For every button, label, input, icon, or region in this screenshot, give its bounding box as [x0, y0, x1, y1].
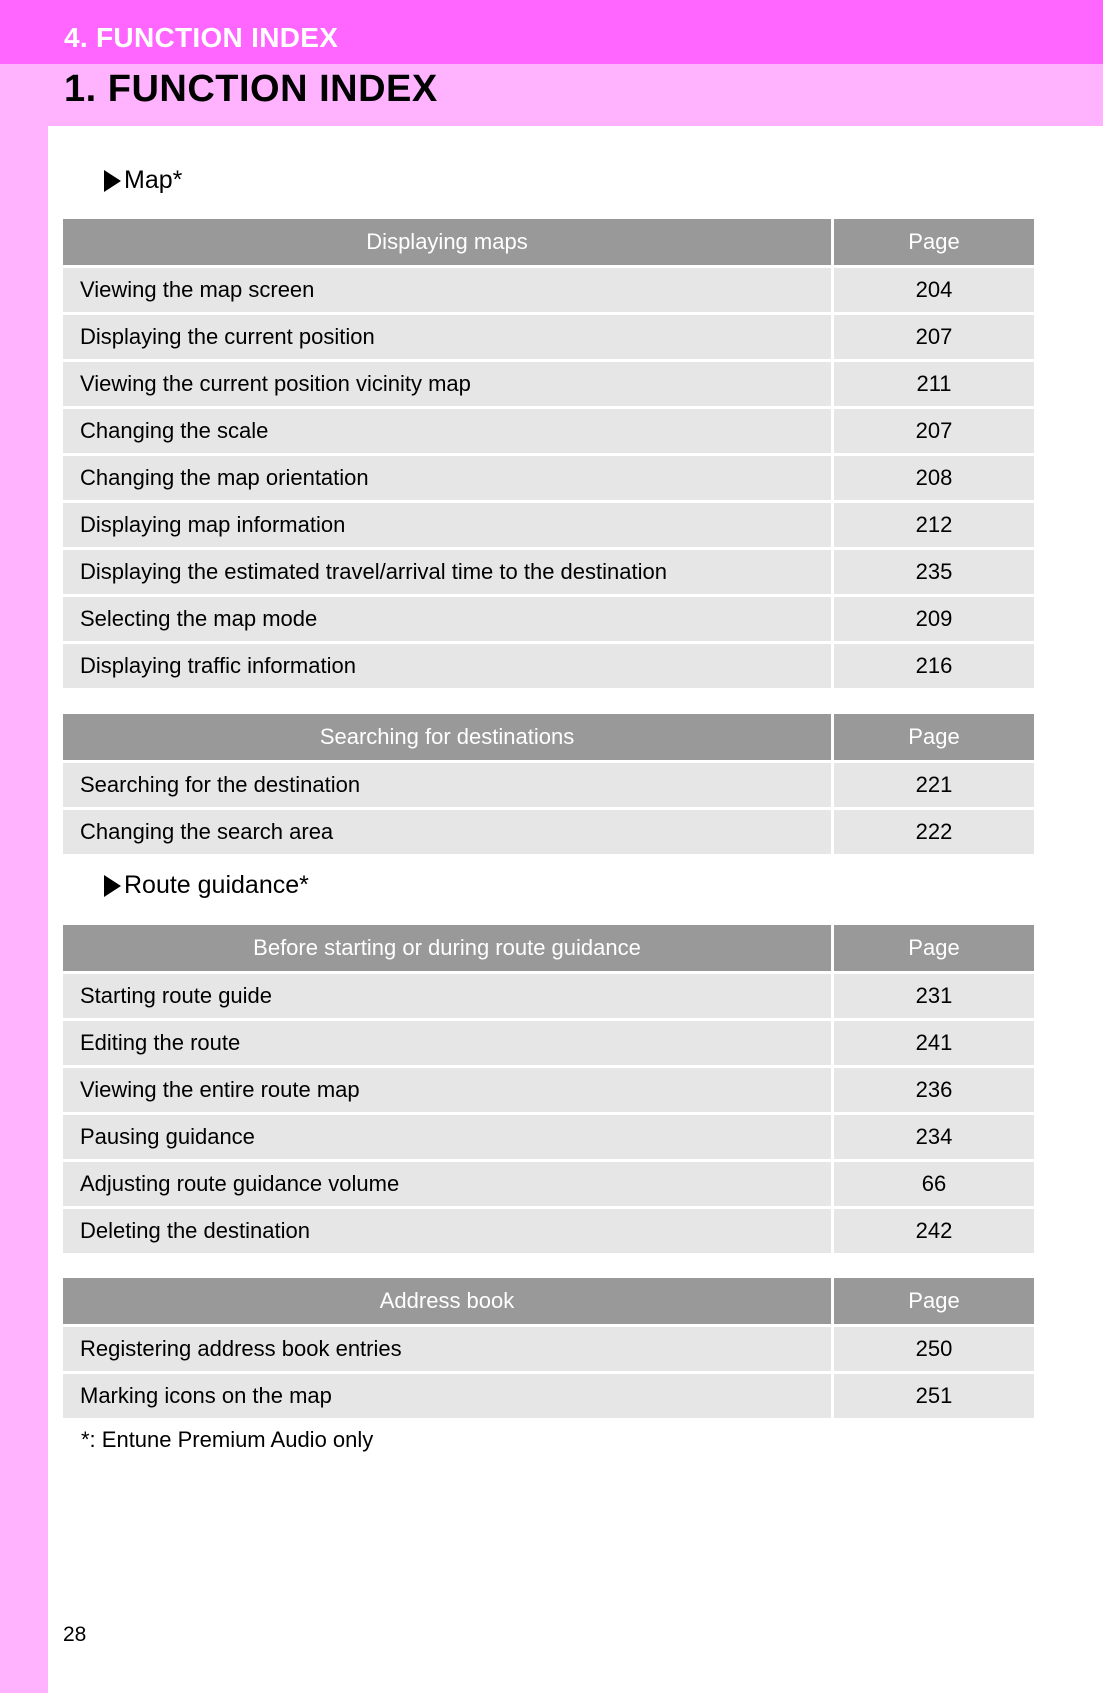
item-label: Viewing the current position vicinity map: [63, 362, 834, 406]
item-label: Changing the scale: [63, 409, 834, 453]
table-row: [63, 1209, 1034, 1253]
item-label: Displaying the estimated travel/arrival time to the destination: [63, 550, 834, 594]
table-header-row: [63, 219, 1034, 265]
table-row: [63, 315, 1034, 359]
table-row: [63, 763, 1034, 807]
page-ref: 234: [834, 1115, 1034, 1159]
page-ref: 211: [834, 362, 1034, 406]
item-label: Viewing the entire route map: [63, 1068, 834, 1112]
page-ref: 207: [834, 409, 1034, 453]
item-label: Changing the search area: [63, 810, 834, 854]
table-row: [63, 268, 1034, 312]
item-label: Registering address book entries: [63, 1327, 834, 1371]
left-margin-band: [0, 0, 48, 1693]
page-ref: 204: [834, 268, 1034, 312]
item-label: Viewing the map screen: [63, 268, 834, 312]
page-heading: Page: [834, 925, 1034, 971]
page-title: 1. FUNCTION INDEX: [64, 68, 438, 110]
table-row: [63, 550, 1034, 594]
table-row: [63, 1115, 1034, 1159]
item-label: Pausing guidance: [63, 1115, 834, 1159]
table-heading: Searching for destinations: [63, 714, 834, 760]
page-heading: Page: [834, 219, 1034, 265]
page-ref: 207: [834, 315, 1034, 359]
section-label: 4. FUNCTION INDEX: [64, 22, 339, 53]
page-ref: 212: [834, 503, 1034, 547]
table-header-row: [63, 1278, 1034, 1324]
item-label: Marking icons on the map: [63, 1374, 834, 1418]
table-header-row: [63, 714, 1034, 760]
table-row: [63, 1068, 1034, 1112]
page-ref: 236: [834, 1068, 1034, 1112]
page-ref: 242: [834, 1209, 1034, 1253]
table-row: [63, 1021, 1034, 1065]
item-label: Displaying the current position: [63, 315, 834, 359]
page-ref: 66: [834, 1162, 1034, 1206]
page-ref: 250: [834, 1327, 1034, 1371]
page-ref: 216: [834, 644, 1034, 688]
table-row: [63, 974, 1034, 1018]
subsection-route-guidance: [104, 871, 309, 900]
item-label: Displaying map information: [63, 503, 834, 547]
item-label: Starting route guide: [63, 974, 834, 1018]
function-table: [63, 1275, 1034, 1421]
page-ref: 241: [834, 1021, 1034, 1065]
page-heading: Page: [834, 1278, 1034, 1324]
item-label: Selecting the map mode: [63, 597, 834, 641]
table-heading: Address book: [63, 1278, 834, 1324]
page-ref: 222: [834, 810, 1034, 854]
function-table: [63, 922, 1034, 1256]
footnote: *: Entune Premium Audio only: [81, 1427, 374, 1452]
item-label: Adjusting route guidance volume: [63, 1162, 834, 1206]
table-row: [63, 1327, 1034, 1371]
triangle-bullet-icon: [104, 875, 121, 897]
subsection-label: Route guidance*: [124, 871, 309, 899]
table-header-row: [63, 925, 1034, 971]
item-label: Editing the route: [63, 1021, 834, 1065]
page-ref: 231: [834, 974, 1034, 1018]
page-ref: 251: [834, 1374, 1034, 1418]
table-row: [63, 503, 1034, 547]
page-number: 28: [63, 1623, 87, 1646]
table-row: [63, 362, 1034, 406]
item-label: Changing the map orientation: [63, 456, 834, 500]
table-heading: Before starting or during route guidance: [63, 925, 834, 971]
page-ref: 209: [834, 597, 1034, 641]
table-row: [63, 810, 1034, 854]
item-label: Searching for the destination: [63, 763, 834, 807]
page-ref: 208: [834, 456, 1034, 500]
triangle-bullet-icon: [104, 170, 121, 192]
table-row: [63, 456, 1034, 500]
item-label: Displaying traffic information: [63, 644, 834, 688]
table-row: [63, 644, 1034, 688]
table-row: [63, 597, 1034, 641]
page-heading: Page: [834, 714, 1034, 760]
table-heading: Displaying maps: [63, 219, 834, 265]
subsection-map: [104, 166, 182, 195]
item-label: Deleting the destination: [63, 1209, 834, 1253]
table-row: [63, 409, 1034, 453]
subsection-label: Map*: [124, 166, 183, 194]
page-ref: 221: [834, 763, 1034, 807]
function-table: [63, 711, 1034, 857]
function-table: [63, 216, 1034, 691]
table-row: [63, 1162, 1034, 1206]
page-ref: 235: [834, 550, 1034, 594]
table-row: [63, 1374, 1034, 1418]
